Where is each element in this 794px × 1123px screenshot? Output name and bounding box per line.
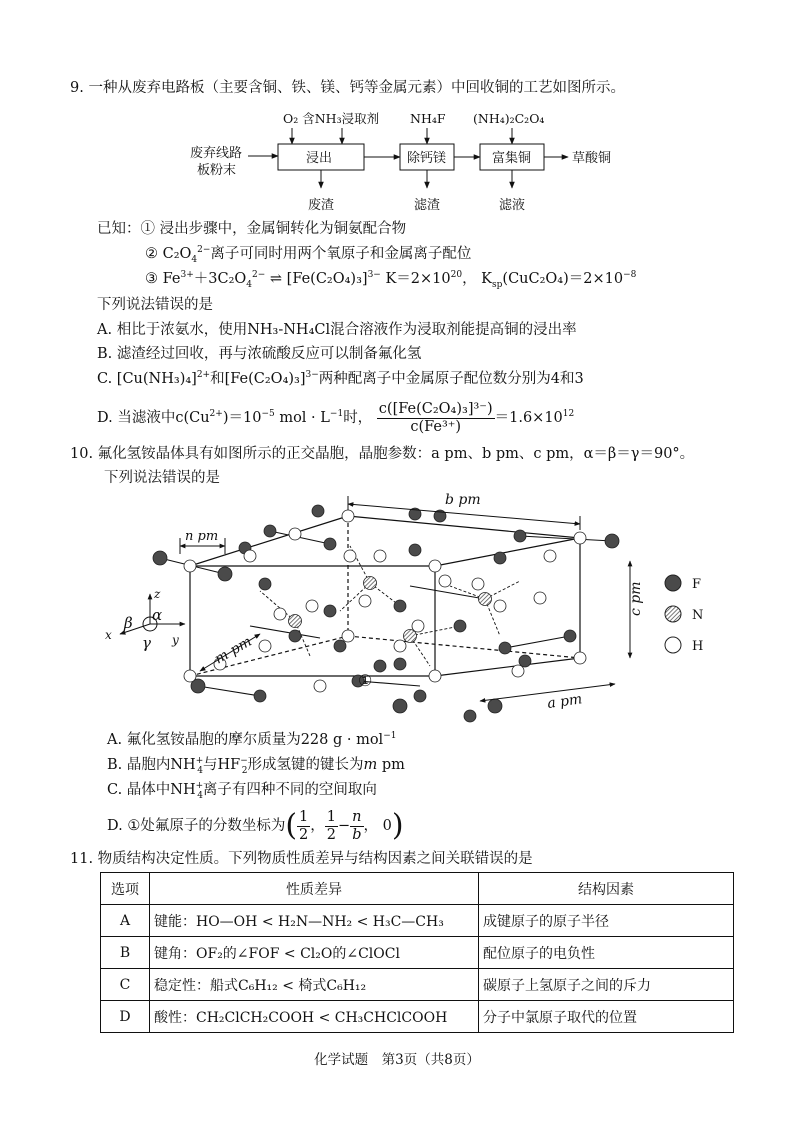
label-n-pm: n pm (185, 529, 219, 544)
table-cell: 分子中氯原子取代的位置 (479, 1001, 734, 1033)
flow-reagent1: O₂ 含NH₃浸取剂 (283, 111, 380, 126)
legend-H: H (692, 639, 704, 654)
q9-option-c (97, 370, 584, 388)
q10-opta: A. 氟化氢铵晶胞的摩尔质量为228 g · mol (107, 732, 384, 748)
q9-known2-a: ② C₂O (145, 246, 192, 262)
frac-num: n (352, 808, 362, 825)
legend-F-swatch (665, 575, 681, 591)
table-row (101, 1001, 734, 1033)
angle-alpha: α (152, 606, 163, 624)
frac-half-2 (325, 809, 338, 844)
sup: 2+ (209, 409, 223, 420)
q10-optd-comma: ， (310, 818, 325, 834)
q9-known3-e: ， K (462, 271, 493, 287)
table-cell: 稳定性：船式C₆H₁₂ < 椅式C₆H₁₂ (150, 969, 479, 1001)
q9-option-d (97, 400, 574, 436)
q10-optc-a: C. 晶体中NH (107, 782, 196, 798)
sub: 4 (197, 765, 203, 776)
frac-num: 1 (299, 808, 309, 825)
sup: 3− (367, 270, 381, 281)
frac-den: 2 (326, 826, 337, 843)
flow-waste1: 废渣 (308, 198, 335, 213)
q10-optb-c: 形成氢键的键长为 (247, 757, 364, 773)
table-row (101, 905, 734, 937)
q9-known1: ① 浸出步骤中，金属铜转化为铜氨配合物 (140, 221, 407, 237)
q9-option-a: A. 相比于浓氨水，使用NH₃-NH₄Cl混合溶液作为浸取剂能提高铜的浸出率 (97, 322, 577, 338)
flow-waste3: 滤液 (499, 198, 526, 213)
sub: 4 (191, 254, 198, 265)
table-cell: C (101, 969, 150, 1001)
sub: sp (492, 279, 503, 290)
q9-flow-diagram (180, 106, 640, 216)
q10-optb-m: m (363, 757, 378, 773)
q10-optd-a: D. ①处氟原子的分数坐标为 (107, 818, 286, 834)
q10-question: 下列说法错误的是 (104, 470, 220, 486)
frac-den: b (352, 826, 362, 843)
q10-option-b (107, 756, 405, 774)
sup: 3+ (180, 270, 194, 281)
legend-N: N (692, 608, 704, 623)
q9-known-label: 已知： (97, 221, 141, 237)
legend-F: F (692, 577, 702, 592)
table-cell: 键角：OF₂的∠FOF < Cl₂O的∠ClOCl (150, 937, 479, 969)
q10-optb-e: pm (377, 757, 405, 773)
table-cell: 配位原子的电负性 (479, 937, 734, 969)
sub: 4 (197, 790, 203, 801)
table-cell: 酸性：CH₂ClCH₂COOH < CH₃CHClCOOH (150, 1001, 479, 1033)
q10-option-d (107, 808, 404, 844)
q9-question: 下列说法错误的是 (97, 297, 213, 313)
q9-option-b: B. 滤渣经过回收，再与浓硫酸反应可以制备氟化氢 (97, 346, 422, 362)
q9-known3-f: (CuC₂O₄)＝2×10 (502, 271, 624, 287)
flow-reagent3: (NH₄)₂C₂O₄ (473, 111, 545, 126)
q9-known3-d: K＝2×10 (380, 271, 451, 287)
table-cell: B (101, 937, 150, 969)
sup: − (240, 756, 248, 767)
sup: + (195, 781, 204, 792)
flow-reagent2: NH₄F (410, 111, 446, 126)
sup: 2− (197, 245, 211, 256)
sub: 4 (246, 279, 253, 290)
q10-optb-a: B. 晶胞内NH (107, 757, 196, 773)
frac-half-1 (297, 809, 310, 844)
q9-stem: 9. 一种从废弃电路板（主要含铜、铁、镁、钙等金属元素）中回收铜的工艺如图所示。 (70, 80, 625, 96)
q9-known1-line (97, 220, 406, 238)
legend-N-swatch (665, 606, 681, 622)
frac-num: 1 (326, 808, 337, 825)
q9-known2 (145, 245, 471, 263)
q9-optd-e: ＝1.6×10 (494, 410, 563, 426)
sup: 3− (305, 370, 319, 381)
table-cell: D (101, 1001, 150, 1033)
flow-box-enrich-label: 富集铜 (492, 151, 532, 166)
dimension-arrows (180, 496, 630, 701)
paren-left: ( (285, 808, 298, 843)
frac-n-b (350, 809, 363, 844)
sub: 2 (241, 765, 248, 776)
frac-den: 2 (299, 826, 309, 843)
q9-known3 (145, 270, 636, 288)
q10-stem: 10. 氟化氢铵晶体具有如图所示的正交晶胞，晶胞参数：a pm、b pm、c pm，α＝β＝γ＝90°。 (70, 446, 695, 462)
table-header-row (101, 873, 734, 905)
fraction-denominator: c(Fe³⁺) (410, 418, 462, 435)
q9-optc-c: 两种配离子中金属原子配位数分别为4和3 (318, 371, 584, 387)
axis-y: y (172, 633, 179, 647)
q10-optd-minus: − (338, 818, 351, 834)
q11-table (100, 872, 734, 1033)
sup: + (195, 756, 204, 767)
q9-optc-a: C. [Cu(NH₃)₄] (97, 371, 197, 387)
q9-optd-b: )＝10 (222, 410, 262, 426)
paren-right: ) (391, 808, 404, 843)
q10-optc-b: 离子有四种不同的空间取向 (202, 782, 377, 798)
flow-waste2: 滤渣 (414, 198, 441, 213)
page-footer: 化学试题 第3页（共8页） (314, 1052, 480, 1068)
q9-optd-d: 时， (343, 410, 373, 426)
q9-known3-b: ＋3C₂O (193, 271, 247, 287)
table-row (101, 937, 734, 969)
flow-box-leach-label: 浸出 (306, 151, 333, 166)
q9-known3-a: ③ Fe (145, 271, 181, 287)
label-b-pm: b pm (445, 492, 481, 508)
label-m-pm: m pm (212, 633, 255, 668)
q9-optd-fraction (377, 401, 495, 436)
table-header: 选项 (101, 873, 150, 905)
q10-optd-zero: ， 0 (363, 818, 392, 834)
angle-gamma: γ (142, 634, 151, 652)
fraction-numerator: c([Fe(C₂O₄)₃]³⁻) (378, 400, 493, 417)
sup: 12 (562, 409, 575, 420)
table-row (101, 969, 734, 1001)
sup: −1 (383, 731, 397, 742)
q9-optc-b: 和[Fe(C₂O₄)₃] (210, 371, 306, 387)
sup: −1 (329, 409, 344, 420)
label-c-pm: c pm (628, 581, 644, 616)
q10-option-c (107, 781, 377, 799)
flow-box-decalcify-label: 除钙镁 (407, 151, 447, 166)
axis-z: z (154, 587, 161, 601)
sup: −5 (261, 409, 275, 420)
sup: 2− (252, 270, 266, 281)
angle-beta: β (124, 614, 133, 632)
nitrogen-atoms (289, 577, 492, 643)
table-cell: 键能：HO—OH < H₂N—NH₂ < H₃C—CH₃ (150, 905, 479, 937)
q10-option-a (107, 731, 396, 749)
sup: 2+ (196, 370, 211, 381)
q9-optd-a: D. 当滤液中c(Cu (97, 410, 210, 426)
atom-marker-1: ① (358, 671, 373, 690)
flow-output: 草酸铜 (572, 151, 612, 166)
table-cell: 成键原子的原子半径 (479, 905, 734, 937)
table-header: 性质差异 (150, 873, 479, 905)
q9-optd-c: mol · L (274, 410, 330, 426)
q10-optb-b: 与HF (203, 757, 241, 773)
q9-known3-c: ⇌ [Fe(C₂O₄)₃] (265, 271, 368, 287)
table-cell: A (101, 905, 150, 937)
table-header: 结构因素 (479, 873, 734, 905)
q9-known2-b: 离子可同时用两个氧原子和金属离子配位 (210, 246, 472, 262)
sup: −8 (623, 270, 637, 281)
flow-input-line2: 板粉末 (197, 163, 237, 178)
legend-H-swatch (665, 637, 681, 653)
flow-input-line1: 废弃线路 (190, 146, 243, 161)
table-cell: 碳原子上氢原子之间的斥力 (479, 969, 734, 1001)
sup: 20 (450, 270, 463, 281)
label-a-pm: a pm (546, 691, 584, 712)
q11-stem: 11. 物质结构决定性质。下列物质性质差异与结构因素之间关联错误的是 (70, 851, 533, 867)
q10-crystal-figure (100, 486, 720, 726)
axis-x: x (105, 628, 112, 642)
